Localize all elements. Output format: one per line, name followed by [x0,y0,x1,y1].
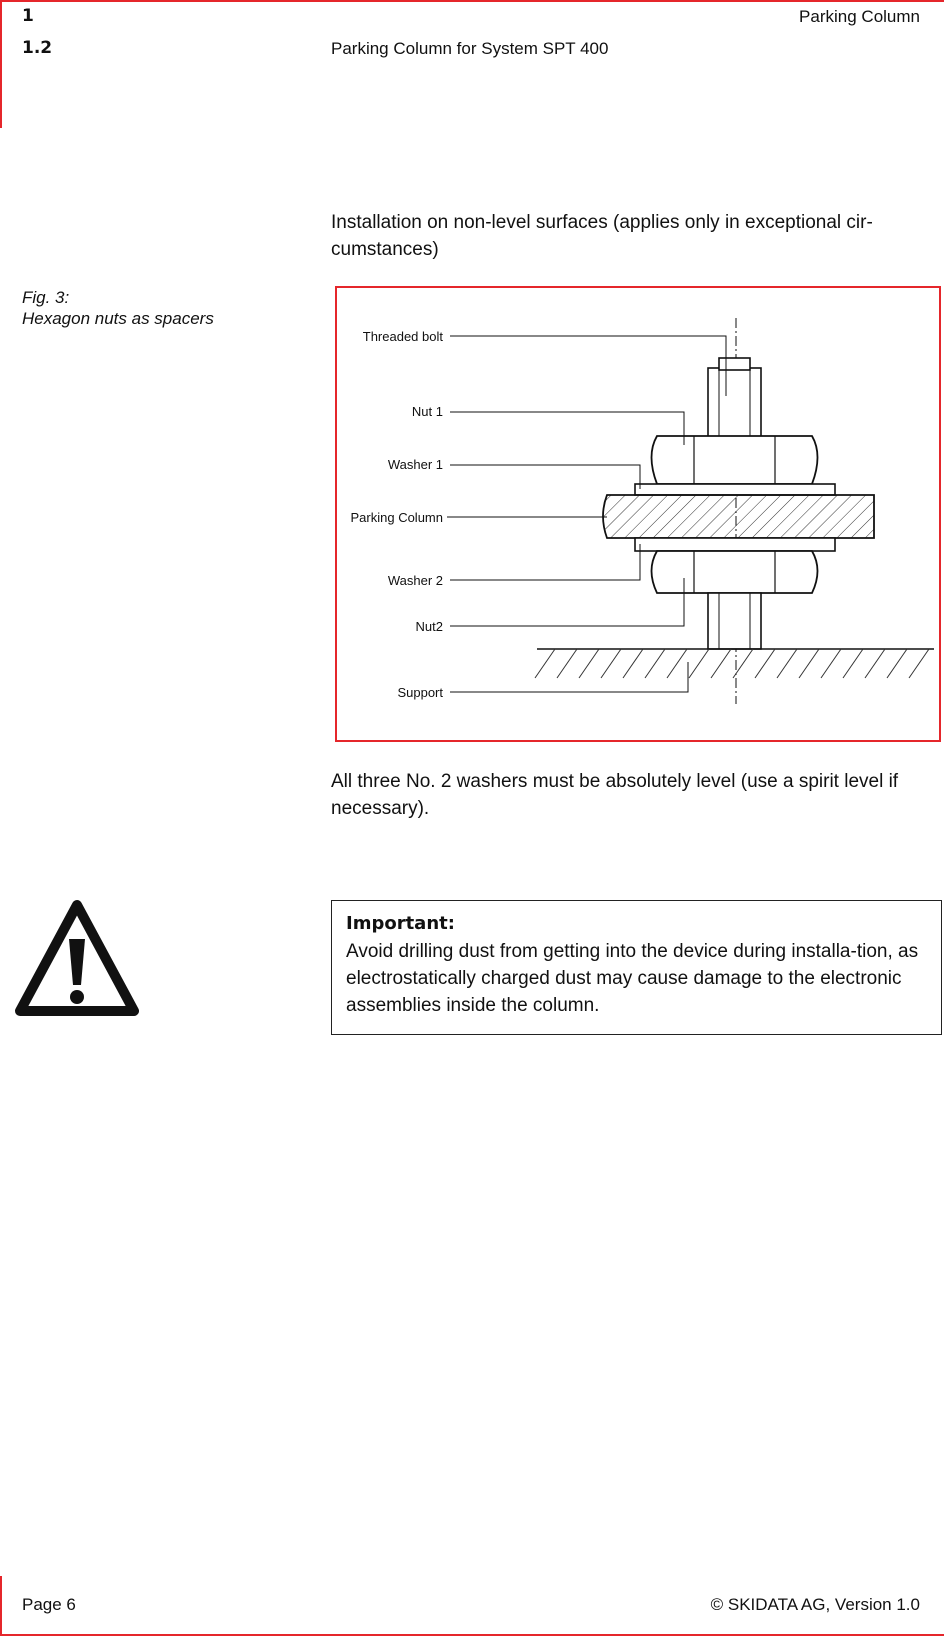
label-threaded-bolt: Threaded bolt [362,329,443,344]
parking-column-plate [603,495,874,538]
important-text: Avoid drilling dust from getting into the device during installa-tion, as electrostatically charged dust may cause damage to the electronic assemblies inside the column. [346,941,919,1016]
figure-caption-number: Fig. 3: [22,288,70,307]
ground-hatching [535,649,929,678]
nut-2 [652,551,818,593]
label-nut-2: Nut2 [415,619,443,634]
chapter-title: Parking Column [799,7,920,26]
page-number: Page 6 [22,1595,76,1614]
left-margin-line-bottom [0,1576,2,1636]
bolt-tip [719,358,750,370]
bolt-lower [708,593,761,649]
washer-2 [635,538,835,551]
label-support: Support [397,685,443,700]
label-washer-1: Washer 1 [387,457,443,472]
intro-paragraph: Installation on non-level surfaces (applies only in exceptional cir-cumstances) [331,212,873,260]
spacer-diagram [337,288,939,740]
label-washer-2: Washer 2 [387,573,443,588]
copyright: © SKIDATA AG, Version 1.0 [710,1595,920,1614]
nut-1 [652,436,818,484]
label-parking-column: Parking Column [350,510,443,525]
label-nut-1: Nut 1 [411,404,443,419]
figure-caption-title: Hexagon nuts as spacers [22,309,214,328]
top-margin-line [0,0,944,2]
bolt-upper [708,368,761,438]
important-notice [331,900,942,1035]
washer-1 [635,484,835,495]
figure-hexagon-nuts [335,286,941,742]
left-margin-line-top [0,0,2,128]
chapter-number: 1 [22,6,34,26]
section-number: 1.2 [22,38,53,58]
washers-paragraph: All three No. 2 washers must be absolutely level (use a spirit level if necessary). [331,771,899,819]
warning-triangle-icon [12,897,142,1023]
important-title: Important: [346,913,455,934]
section-title: Parking Column for System SPT 400 [331,39,609,58]
